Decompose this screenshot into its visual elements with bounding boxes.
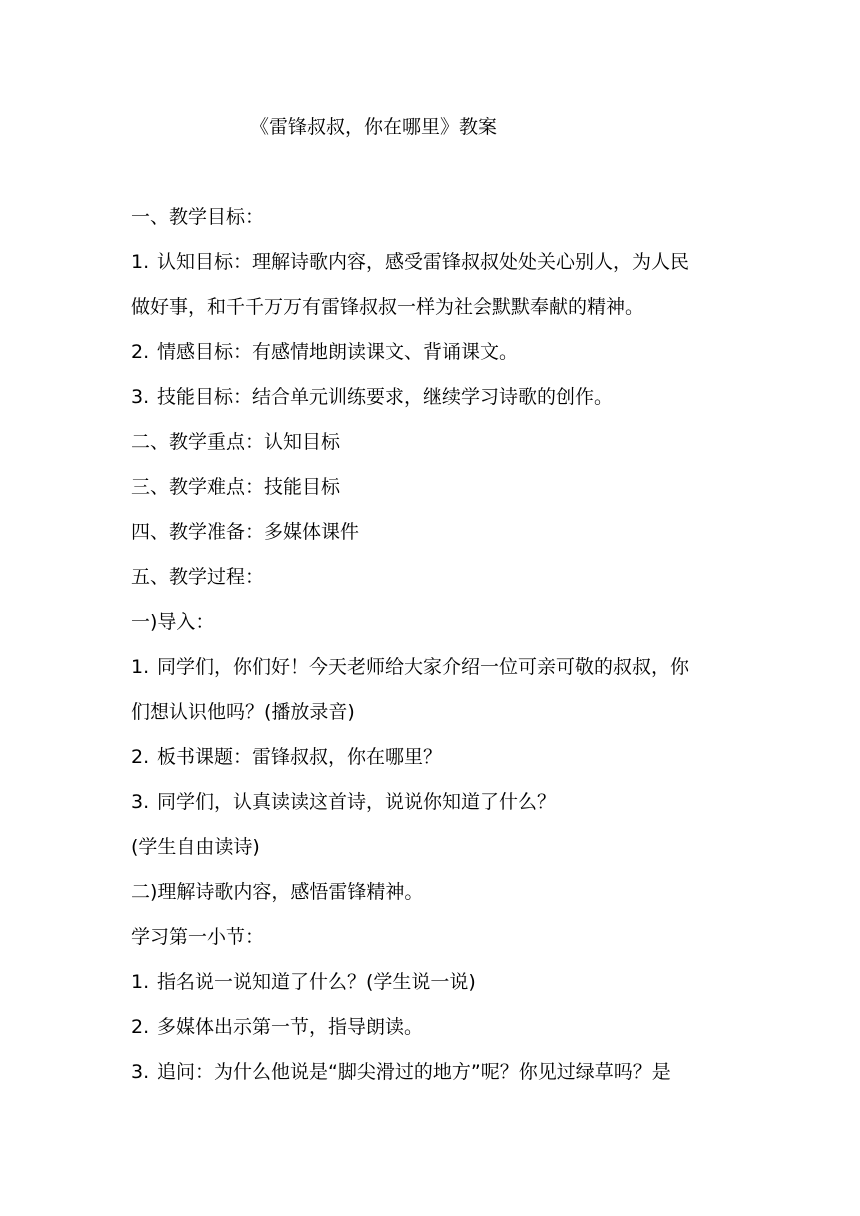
line-text: 们想认识他吗？(播放录音) [131, 701, 355, 723]
document-title: 《雷锋叔叔，你在哪里》教案 [250, 116, 498, 138]
line-text: 指名说一说知道了什么？(学生说一说) [157, 971, 476, 993]
text-line [131, 698, 735, 743]
text-line [131, 518, 735, 563]
text-line [131, 203, 735, 248]
line-text: 技能目标：结合单元训练要求，继续学习诗歌的创作。 [157, 386, 614, 408]
line-text: 三、教学难点：技能目标 [131, 476, 341, 498]
line-text: 多媒体出示第一节，指导朗读。 [157, 1016, 424, 1038]
document-body [131, 203, 735, 1103]
line-text: 一、教学目标： [131, 206, 265, 228]
line-text: 板书课题：雷锋叔叔，你在哪里？ [157, 746, 443, 768]
list-number: 1. [131, 251, 150, 273]
text-line [131, 608, 735, 653]
list-number: 3. [131, 386, 150, 408]
list-number: 2. [131, 746, 150, 768]
text-line [131, 248, 735, 293]
line-text: 四、教学准备：多媒体课件 [131, 521, 360, 543]
line-text: 认知目标：理解诗歌内容，感受雷锋叔叔处处关心别人，为人民 [157, 251, 690, 273]
line-text: 一)导入： [131, 611, 215, 633]
text-line [131, 923, 735, 968]
line-text: 情感目标：有感情地朗读课文、背诵课文。 [157, 341, 519, 363]
text-line [131, 788, 735, 833]
line-text: (学生自由读诗) [131, 836, 260, 858]
text-line [131, 1058, 735, 1103]
line-text: 五、教学过程： [131, 566, 265, 588]
list-number: 1. [131, 656, 150, 678]
text-line [131, 1013, 735, 1058]
text-line [131, 653, 735, 698]
line-text: 同学们，你们好！今天老师给大家介绍一位可亲可敬的叔叔，你 [157, 656, 690, 678]
text-line [131, 473, 735, 518]
text-line [131, 338, 735, 383]
text-line [131, 293, 735, 338]
text-line [131, 383, 735, 428]
line-text: 二、教学重点：认知目标 [131, 431, 341, 453]
line-text: 做好事，和千千万万有雷锋叔叔一样为社会默默奉献的精神。 [131, 296, 645, 318]
text-line [131, 878, 735, 923]
line-text: 二)理解诗歌内容，感悟雷锋精神。 [131, 881, 424, 903]
line-text: 追问：为什么他说是“脚尖滑过的地方”呢？你见过绿草吗？是 [157, 1061, 671, 1083]
text-line [131, 833, 735, 878]
list-number: 2. [131, 1016, 150, 1038]
list-number: 3. [131, 791, 150, 813]
line-text: 学习第一小节： [131, 926, 265, 948]
text-line [131, 968, 735, 1013]
line-text: 同学们，认真读读这首诗，说说你知道了什么？ [157, 791, 557, 813]
text-line [131, 743, 735, 788]
list-number: 3. [131, 1061, 150, 1083]
text-line [131, 563, 735, 608]
text-line [131, 428, 735, 473]
list-number: 1. [131, 971, 150, 993]
list-number: 2. [131, 341, 150, 363]
